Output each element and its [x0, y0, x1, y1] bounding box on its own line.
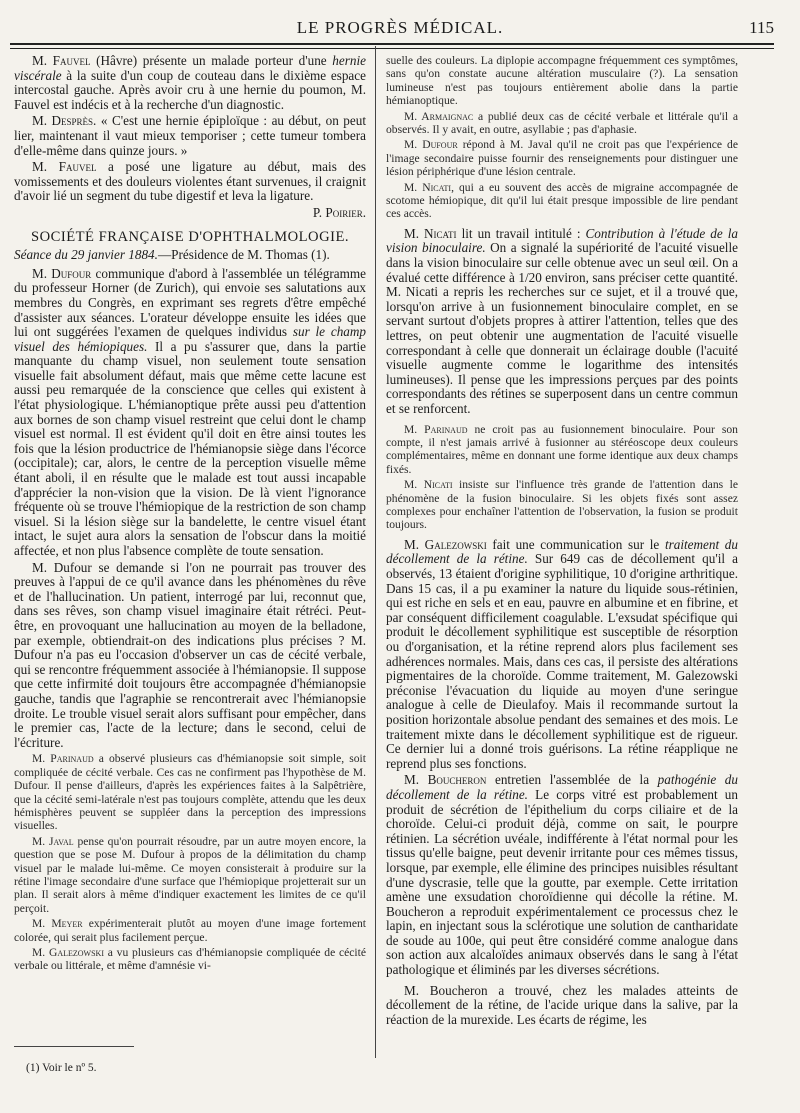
paragraph: M. Dufour communique d'abord à l'assemblée un télégramme du professeur Horner (de Zurich), qui envoie ses salutations aux membres du Congrès, en exprimant ses regrets d'être empêché d'assister aux séances. L'orateur développe ensuite les idées que lui ont suggérées l'examen de quelques individus sur le champ visuel des hémiopiques. Il a pu s'assurer que, dans la partie manquante du champ visuel, non seulement toute sensation visuelle fait absolument défaut, mais que même cette lacune est aussi peu remarquée de la conscience que celles qui existent à l'état physiologique. L'hémianoptique prête aussi peu d'attention aux bornes de son champ visuel restreint que celui dont le champ visuel est normal. Il est évident qu'il doit en être ainsi toutes les fois que la lésion productrice de l'hémianopsie siège dans l'écorce (occipitale); car, alors, le centre de la perception visuelle même étant aboli, il en résulte que le malade est tout aussi incapable d'apprécier la non-vision que la vision. De là vient l'ignorance fréquente où se trouve l'hémiopique de la restriction de son champ visuel. Si la lésion siège sur la bandelette, le centre visuel étant intact, le sujet aura alors la sensation de l'obscur dans la moitié affectée, et non plus l'absence complète de toute sensation. [14, 265, 366, 558]
paragraph: M. Meyer expérimenterait plutôt au moyen d'une image fortement colorée, qui serait plus facilement perçue. [14, 917, 366, 944]
footnote: (1) Voir le nº 5. [26, 1062, 97, 1074]
paragraph: M. Desprès. « C'est une hernie épiploïque : au début, on peut lier, maintenant il vaut mieux temporiser ; cette tumeur tombera d'elle-même dans quinze jours. » [14, 113, 367, 158]
paragraph: M. Galezowski fait une communication sur le traitement du décollement de la rétine. Sur 649 cas de décollement qu'il a observés, 13 étaient d'origine syphilitique, 10 d'origine arthritique. Dans 15 cas, il a pu examiner la nature du liquide sous-rétinien, qui est riche en sels et en eau, pauvre en albumine et en fibrine, et par conséquent difficilement coagulable. L'exsudat spécifique qui produit le décollement syphilitique est susceptible de résorption ou d'organisation, et la rétine reprend alors plus facilement ses adhérences normales. Mais, dans ces cas, il persiste des altérations pigmentaires de la choroïde. Comme traitement, M. Galezowski préconise l'évacuation du liquide au moyen d'une seringue analogue à celle de Dieulafoy. Mais il recommande surtout la position horizontale absolue pendant des semaines et des mois. Le traitement mixte dans le décollement syphilitique est de rigueur. Ce dernier lui a donné trois guérisons. La rétine réapplique ne reprend plus ses fonctions. [386, 536, 738, 771]
paragraph: M. Galezowski a vu plusieurs cas d'hémianopsie compliquée de cécité verbale ou littérale, et même d'amnésie vi- [14, 946, 366, 973]
left-column [14, 54, 366, 973]
paragraph: M. Fauvel a posé une ligature au début, mais des vomissements et des douleurs violentes étant survenues, il craignit d'avoir lié un segment du tube digestif et leva la ligature. [14, 159, 366, 204]
paragraph: M. Parinaud ne croit pas au fusionnement binoculaire. Pour son compte, il n'est jamais arrivé à fusionner au stéréoscope deux couleurs complémentaires, même en donnant une forme identique aux deux champs fixés. [386, 422, 738, 476]
paragraph: suelle des couleurs. La diplopie accompagne fréquemment ces symptômes, sans qu'on constate aucune altération musculaire (?). La sensation lumineuse n'est pas toujours entièrement abolie dans la partie hémianoptique. [386, 54, 738, 108]
paragraph: M. Dufour répond à M. Javal qu'il ne croit pas que l'expérience de l'image secondaire puisse fournir des renseignements pour distinguer une lésion périphérique d'une lésion centrale. [386, 138, 738, 179]
page-number: 115 [749, 18, 774, 37]
signature: P. Poirier. [312, 204, 366, 220]
paragraph: M. Boucheron entretien l'assemblée de la pathogénie du décollement de la rétine. Le corps vitré est probablement un produit de sécrétion de l'épithelium du corps ciliaire et de la choroïde. Celui-ci produit déjà, comme on sait, le pourpre rétinien. La sécrétion uvéale, indifférente à l'état normal pour les tissus qu'elle baigne, peut devenir irritante pour ces mêmes tissus, lorsque, par exemple, elle élimine des principes nuisibles résultant d'une dyscrasie, telle que la goutte, par exemple. Cette irritation amène une exsudation choroïdienne qui décolle la rétine. M. Boucheron a reproduit expérimentalement ce processus chez le lapin, en injectant sous la sclérotique une solution de cantharidate de soude au 100e, qui peut être considéré comme analogue dans son action aux alcaloïdes animaux observés dans le sang à l'état pathologique et éliminés par les diverses sécrétions. [386, 772, 738, 978]
journal-title: LE PROGRÈS MÉDICAL. [296, 18, 504, 37]
paragraph: M. Dufour se demande si l'on ne pourrait pas trouver des preuves à l'appui de ce qu'il avance dans les phénomènes du rêve et de l'hallucination. Un patient, interrogé par lui, reconnut que, dans ses rêves, son champ visuel imaginaire était rétréci. Peut-être, en provoquant une hallucination au moyen de la belladone, par exemple, obtiendrait-on des indications plus précises ? M. Dufour n'a pas eu l'occasion d'observer un cas de cécité verbale, qui se rencontre fréquemment associée à l'hémianopsie. Il suppose que cette infirmité doit toujours être accompagnée d'hémianopsie gauche, tandis que l'agraphie se rencontrerait avec l'hémianopsie droite. Le trouble visuel serait alors suffisant pour empêcher, dans le premier cas, l'acte de la lecture; dans le second, celui de l'écriture. [14, 559, 366, 750]
session-line: Séance du 29 janvier 1884.—Présidence de M. Thomas (1). [14, 247, 330, 263]
paragraph: M. Nicati, qui a eu souvent des accès de migraine accompagnée de scotome hémiopique, dit qu'il lui était presque impossible de lire pendant ces accès. [386, 180, 739, 221]
footnote-rule [14, 1046, 134, 1047]
paragraph: M. Javal pense qu'on pourrait résoudre, par un autre moyen encore, la question que se pose M. Dufour à propos de la délimitation du champ visuel par le malade lui-même. Ce moyen consisterait à produire sur la rétine l'image secondaire d'une surface que l'hémiopique projetterait sur un plan. Il serait alors à même d'indiquer exactement les limites de ce qu'il perçoit. [14, 834, 367, 915]
right-column [386, 54, 738, 1027]
paragraph: M. Nicati insiste sur l'influence très grande de l'attention dans le phénomène de la fusion binoculaire. Si les objets fixés sont assez complexes pour enchaîner l'attention de l'observation, la fusion se produit toujours. [386, 478, 738, 532]
header-rule-thin [10, 48, 774, 49]
section-title: SOCIÉTÉ FRANÇAISE D'OPHTHALMOLOGIE. [30, 228, 350, 245]
paragraph: M. Parinaud a observé plusieurs cas d'hémianopsie soit simple, soit compliquée de cécité verbale. Ces cas ne confirment pas l'hypothèse de M. Dufour. Il pense d'ailleurs, d'après les expériences faites à la Salpêtrière, que la cécité semi-latérale n'est pas toujours complète, attendu que les deux hémisphères peuvent se suppléer dans la perception des impressions visuelles. [14, 752, 366, 833]
paragraph: M. Nicati lit un travail intitulé : Contribution à l'étude de la vision binoculaire. On a signalé la supériorité de l'acuité visuelle dans la vision binoculaire sur celle obtenue avec un seul œil. On a évalué cette différence à 1/20 environ, sans préciser cette quantité. M. Nicati a repris les recherches sur ce sujet, et il a trouvé que, lorsqu'on arrive à un fusionnement binoculaire complet, en se servant surtout d'objets propres à attirer l'attention, telles que des lettres, on peut obtenir une augmentation de l'acuité visuelle correspondant à celle que donnerait un éclairage double (l'acuité visuelle augmente comme le logarithme des intensités lumineuses). Il pense que les impressions perçues par des points correspondants des rétines se superposent dans un centre commun et se renforcent. [386, 225, 738, 416]
paragraph: M. Armaignac a publié deux cas de cécité verbale et littérale qu'il a observés. Il y avait, en outre, asyllabie ; pas d'aphasie. [386, 109, 738, 137]
header-rule [10, 43, 774, 45]
page-header [10, 14, 790, 44]
column-divider [375, 46, 376, 1058]
paragraph: M. Boucheron a trouvé, chez les malades atteints de décollement de la rétine, de l'acide urique dans la salive, par la réaction de la murexide. Les écarts de régime, les [386, 982, 738, 1027]
paragraph: M. Fauvel (Hâvre) présente un malade porteur d'une hernie viscérale à la suite d'un coup de couteau dans le dixième espace intercostal gauche. Après avoir cru à une hernie du poumon, M. Fauvel est indécis et à la recherche d'un diagnostic. [14, 53, 366, 112]
